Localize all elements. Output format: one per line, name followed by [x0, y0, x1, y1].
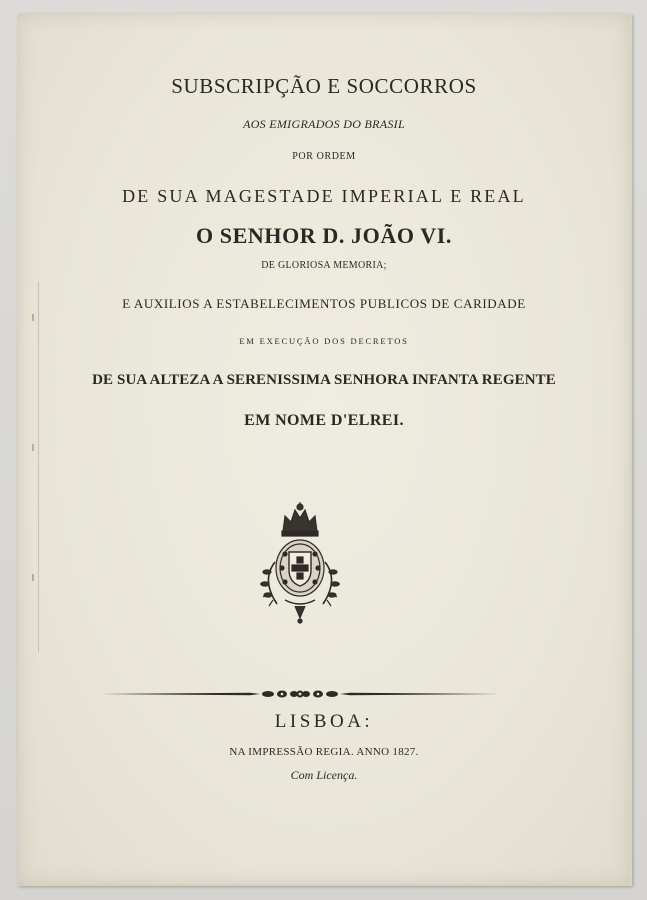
title-subtitle: AOS EMIGRADOS DO BRASIL [243, 117, 405, 131]
ornamental-rule [100, 686, 500, 702]
title-decrees: EM EXECUÇÃO DOS DECRETOS [239, 336, 409, 346]
title-king: O SENHOR D. JOÃO VI. [195, 223, 453, 248]
title-page [18, 14, 632, 886]
title-by-order: POR ORDEM [292, 151, 356, 162]
title-main: SUBSCRIPÇÃO E SOCCORROS [171, 74, 477, 98]
title-regent: DE SUA ALTEZA A SERENISSIMA SENHORA INFANTA REGENTE [92, 372, 556, 388]
title-charity: E AUXILIOS A ESTABELECIMENTOS PUBLICOS DE CARIDADE [122, 296, 526, 311]
stitch-mark [32, 574, 34, 581]
stitch-mark [32, 314, 34, 321]
title-memory: DE GLORIOSA MEMORIA; [261, 260, 387, 271]
imprint-license: Com Licença. [290, 768, 358, 782]
imprint-city: LISBOA: [274, 711, 374, 732]
imprint-press: NA IMPRESSÃO REGIA. ANNO 1827. [229, 746, 419, 758]
title-king-name: EM NOME D'ELREI. [244, 412, 404, 429]
stitch-mark [32, 444, 34, 451]
royal-coat-of-arms-icon [255, 502, 345, 624]
title-majesty: DE SUA MAGESTADE IMPERIAL E REAL [122, 186, 526, 206]
